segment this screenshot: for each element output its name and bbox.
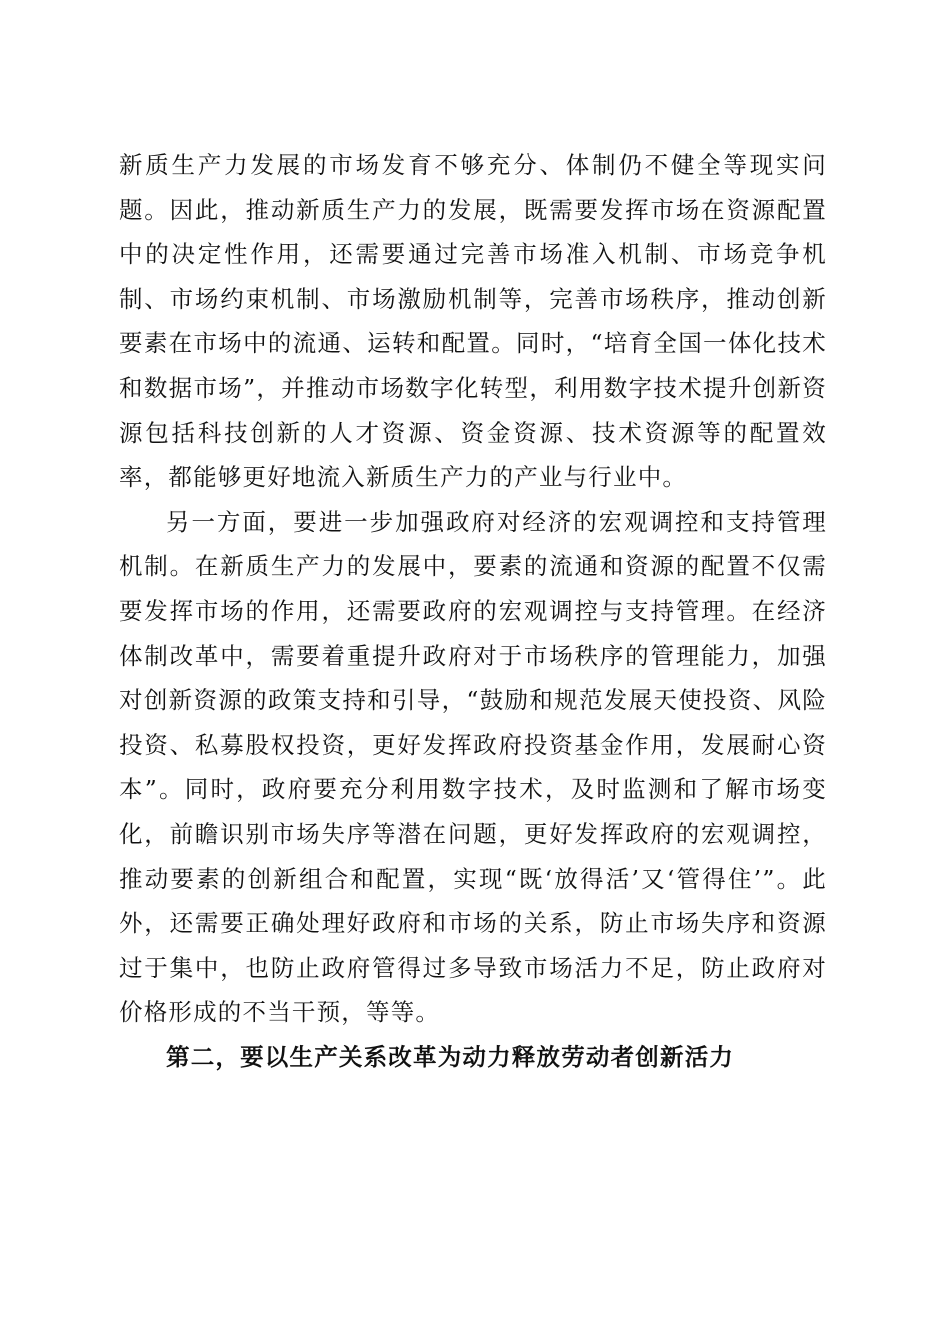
paragraph-continued: 新质生产力发展的市场发育不够充分、体制仍不健全等现实问题。因此，推动新质生产力的发展，既需要发挥市场在资源配置中的决定性作用，还需要通过完善市场准入机制、市场竞争机制、市场约束机制、市场激励机制等，完善市场秩序，推动创新要素在市场中的流通、运转和配置。同时，“培育全国一体化技术和数据市场”，并推动市场数字化转型，利用数字技术提升创新资源包括科技创新的人才资源、资金资源、技术资源等的配置效率，都能够更好地流入新质生产力的产业与行业中。 bbox=[119, 151, 827, 492]
document-body bbox=[119, 143, 827, 1079]
section-heading: 第二，要以生产关系改革为动力释放劳动者创新活力 bbox=[166, 1042, 735, 1071]
paragraph-government-regulation: 另一方面，要进一步加强政府对经济的宏观调控和支持管理机制。在新质生产力的发展中，要素的流通和资源的配置不仅需要发挥市场的作用，还需要政府的宏观调控与支持管理。在经济体制改革中，需要着重提升政府对于市场秩序的管理能力，加强对创新资源的政策支持和引导，“鼓励和规范发展天使投资、风险投资、私募股权投资，更好发挥政府投资基金作用，发展耐心资本”。同时，政府要充分利用数字技术，及时监测和了解市场变化，前瞻识别市场失序等潜在问题，更好发挥政府的宏观调控，推动要素的创新组合和配置，实现“既‘放得活’又‘管得住’”。此外，还需要正确处理好政府和市场的关系，防止市场失序和资源过于集中，也防止政府管得过多导致市场活力不足，防止政府对价格形成的不当干预，等等。 bbox=[119, 507, 827, 1027]
